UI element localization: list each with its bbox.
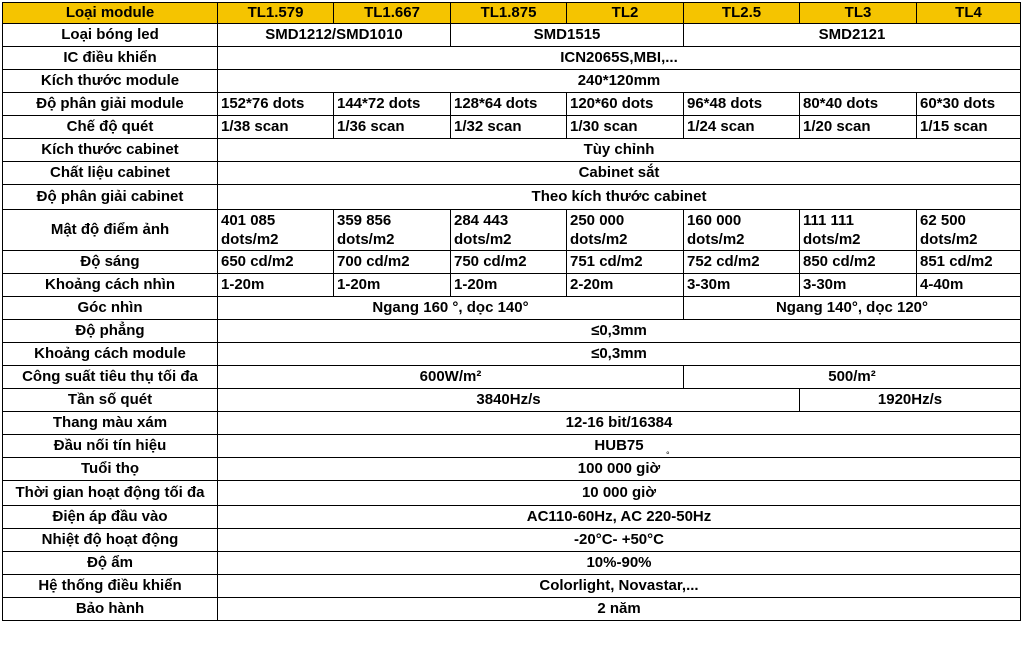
row-pixel-density	[3, 210, 1021, 251]
row-operating-time	[3, 481, 1021, 506]
cell: 1/24 scan	[684, 116, 800, 139]
cell: 2-20m	[567, 274, 684, 297]
refresh-value: 3840Hz/s	[218, 389, 800, 412]
row-module-gap	[3, 343, 1021, 366]
row-label: Độ ẩm	[3, 552, 218, 575]
row-module-size	[3, 70, 1021, 93]
cell: 144*72 dots	[334, 93, 451, 116]
cabinet-res-value: Theo kích thước cabinet	[218, 185, 1021, 210]
model-tl1667: TL1.667	[334, 3, 451, 24]
row-signal	[3, 435, 1021, 458]
row-label: Công suất tiêu thụ tối đa	[3, 366, 218, 389]
row-flatness	[3, 320, 1021, 343]
row-view-distance	[3, 274, 1021, 297]
cell: 750 cd/m2	[451, 251, 567, 274]
header-row	[3, 3, 1021, 24]
model-tl3: TL3	[800, 3, 917, 24]
row-label: Thang màu xám	[3, 412, 218, 435]
cell: 3-30m	[684, 274, 800, 297]
cabinet-size-value: Tùy chỉnh	[218, 139, 1021, 162]
row-lifespan	[3, 458, 1021, 481]
row-label: Khoảng cách nhìn	[3, 274, 218, 297]
row-brightness	[3, 251, 1021, 274]
row-label: Độ phân giải cabinet	[3, 185, 218, 210]
model-tl1875: TL1.875	[451, 3, 567, 24]
row-label: IC điều khiển	[3, 47, 218, 70]
row-label: Chất liệu cabinet	[3, 162, 218, 185]
row-cabinet-material	[3, 162, 1021, 185]
row-label: Khoảng cách module	[3, 343, 218, 366]
cell: 751 cd/m2	[567, 251, 684, 274]
row-label: Loại bóng led	[3, 24, 218, 47]
cell: 700 cd/m2	[334, 251, 451, 274]
cell: 1/38 scan	[218, 116, 334, 139]
cell: 851 cd/m2	[917, 251, 1021, 274]
row-temperature	[3, 529, 1021, 552]
grayscale-value: 12-16 bit/16384	[218, 412, 1021, 435]
module-size-value: 240*120mm	[218, 70, 1021, 93]
cell: 401 085 dots/m2	[218, 210, 334, 251]
cell: 1/20 scan	[800, 116, 917, 139]
row-humidity	[3, 552, 1021, 575]
cell: 1-20m	[451, 274, 567, 297]
header-label: Loại module	[3, 3, 218, 24]
row-power	[3, 366, 1021, 389]
view-angle-value: Ngang 160 °, dọc 140°	[218, 297, 684, 320]
row-label: Độ phân giải module	[3, 93, 218, 116]
refresh-value: 1920Hz/s	[800, 389, 1021, 412]
power-value: 600W/m²	[218, 366, 684, 389]
cell: 3-30m	[800, 274, 917, 297]
cell: 359 856 dots/m2	[334, 210, 451, 251]
row-module-res	[3, 93, 1021, 116]
cell: 1/15 scan	[917, 116, 1021, 139]
cell: 1-20m	[218, 274, 334, 297]
power-value: 500/m²	[684, 366, 1021, 389]
row-label: Nhiệt độ hoạt động	[3, 529, 218, 552]
row-label: Hệ thống điều khiển	[3, 575, 218, 598]
cell: 1/30 scan	[567, 116, 684, 139]
view-angle-value: Ngang 140°, dọc 120°	[684, 297, 1021, 320]
cabinet-material-value: Cabinet sắt	[218, 162, 1021, 185]
cell: 96*48 dots	[684, 93, 800, 116]
row-warranty	[3, 598, 1021, 621]
cell: 120*60 dots	[567, 93, 684, 116]
model-tl25: TL2.5	[684, 3, 800, 24]
row-control-system	[3, 575, 1021, 598]
model-tl1579: TL1.579	[218, 3, 334, 24]
signal-value: HUB75	[218, 435, 1021, 458]
row-cabinet-size	[3, 139, 1021, 162]
cell: 160 000 dots/m2	[684, 210, 800, 251]
input-voltage-value: AC110-60Hz, AC 220-50Hz	[218, 506, 1021, 529]
row-label: Tần số quét	[3, 389, 218, 412]
row-cabinet-res	[3, 185, 1021, 210]
model-tl4: TL4	[917, 3, 1021, 24]
model-tl2: TL2	[567, 3, 684, 24]
warranty-value: 2 năm	[218, 598, 1021, 621]
temperature-value: -20°C- +50°C	[218, 529, 1021, 552]
row-label: Bảo hành	[3, 598, 218, 621]
led-type-value: SMD1212/SMD1010	[218, 24, 451, 47]
cell: 1/36 scan	[334, 116, 451, 139]
cell: 60*30 dots	[917, 93, 1021, 116]
row-label: Độ phẳng	[3, 320, 218, 343]
cell: 4-40m	[917, 274, 1021, 297]
operating-time-value: 10 000 giờ	[218, 481, 1021, 506]
row-label: Kích thước cabinet	[3, 139, 218, 162]
cell: 250 000 dots/m2	[567, 210, 684, 251]
row-refresh	[3, 389, 1021, 412]
module-gap-value: ≤0,3mm	[218, 343, 1021, 366]
row-input-voltage	[3, 506, 1021, 529]
cell: 62 500 dots/m2	[917, 210, 1021, 251]
cell: 1-20m	[334, 274, 451, 297]
cell: 128*64 dots	[451, 93, 567, 116]
row-label: Góc nhìn	[3, 297, 218, 320]
row-label: Điện áp đầu vào	[3, 506, 218, 529]
led-type-value: SMD2121	[684, 24, 1021, 47]
humidity-value: 10%-90%	[218, 552, 1021, 575]
row-label: Thời gian hoạt động tối đa	[3, 481, 218, 506]
row-ic	[3, 47, 1021, 70]
cell: 752 cd/m2	[684, 251, 800, 274]
lifespan-value: 100 000 giờ	[218, 458, 1021, 481]
cell: 850 cd/m2	[800, 251, 917, 274]
led-type-value: SMD1515	[451, 24, 684, 47]
control-system-value: Colorlight, Novastar,...	[218, 575, 1021, 598]
ic-value: ICN2065S,MBI,...	[218, 47, 1021, 70]
cell: 152*76 dots	[218, 93, 334, 116]
row-label: Độ sáng	[3, 251, 218, 274]
row-scan	[3, 116, 1021, 139]
cell: 284 443 dots/m2	[451, 210, 567, 251]
cell: 1/32 scan	[451, 116, 567, 139]
row-led-type	[3, 24, 1021, 47]
spec-table	[2, 2, 1021, 621]
row-label: Đầu nối tín hiệu	[3, 435, 218, 458]
cell: 650 cd/m2	[218, 251, 334, 274]
signal-degree-mark: °	[666, 450, 670, 460]
row-view-angle	[3, 297, 1021, 320]
row-grayscale	[3, 412, 1021, 435]
row-label: Kích thước module	[3, 70, 218, 93]
cell: 111 111 dots/m2	[800, 210, 917, 251]
row-label: Chế độ quét	[3, 116, 218, 139]
cell: 80*40 dots	[800, 93, 917, 116]
row-label: Tuổi thọ	[3, 458, 218, 481]
row-label: Mật độ điểm ảnh	[3, 210, 218, 251]
flatness-value: ≤0,3mm	[218, 320, 1021, 343]
